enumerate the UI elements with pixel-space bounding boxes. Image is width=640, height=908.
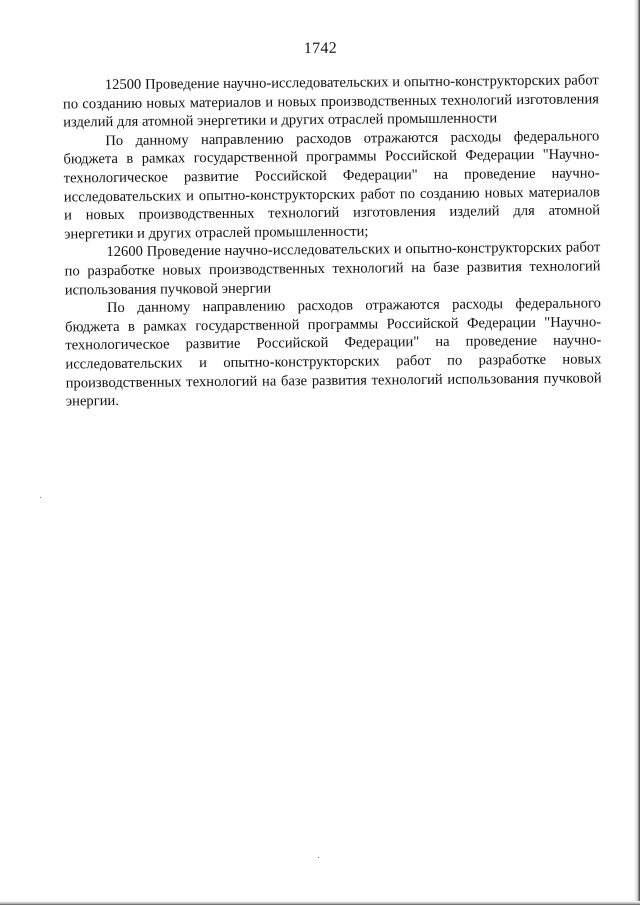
page-number: 1742: [303, 39, 338, 58]
scan-edge-shadow-right: [634, 0, 640, 905]
scan-speck: [40, 497, 41, 498]
section-12500-description: По данному направлению расходов отражаются расходы федерального бюджета в рамках государственной программы Российской Федерации "Научно-технологическое развитие Российской Федерации" на проведение научно-исследовательских и опытно-конструкторских работ по созданию новых материалов и новых производственных технологий изготовления изделий для атомной энергетики и других отраслей промышленности;: [63, 128, 601, 243]
section-12600-description: По данному направлению расходов отражаются расходы федерального бюджета в рамках государственной программы Российской Федерации "Научно-технологическое развитие Российской Федерации" на проведение научно-исследовательских и опытно-конструкторских работ по разработке новых производственных технологий на базе развития технологий использования пучковой энергии.: [65, 295, 602, 410]
scan-edge-shadow-bottom: [0, 901, 640, 905]
scan-speck: [318, 857, 319, 858]
section-12600-heading: 12600 Проведение научно-исследовательских и опытно-конструкторских работ по разработке новых производственных технологий на базе развития технологий использования пучковой энергии: [64, 239, 601, 298]
document-body: [63, 71, 602, 411]
section-12500-heading: 12500 Проведение научно-исследовательских и опытно-конструкторских работ по созданию новых материалов и новых производственных технологий изготовления изделий для атомной энергетики и других отраслей промышленности: [62, 72, 600, 131]
